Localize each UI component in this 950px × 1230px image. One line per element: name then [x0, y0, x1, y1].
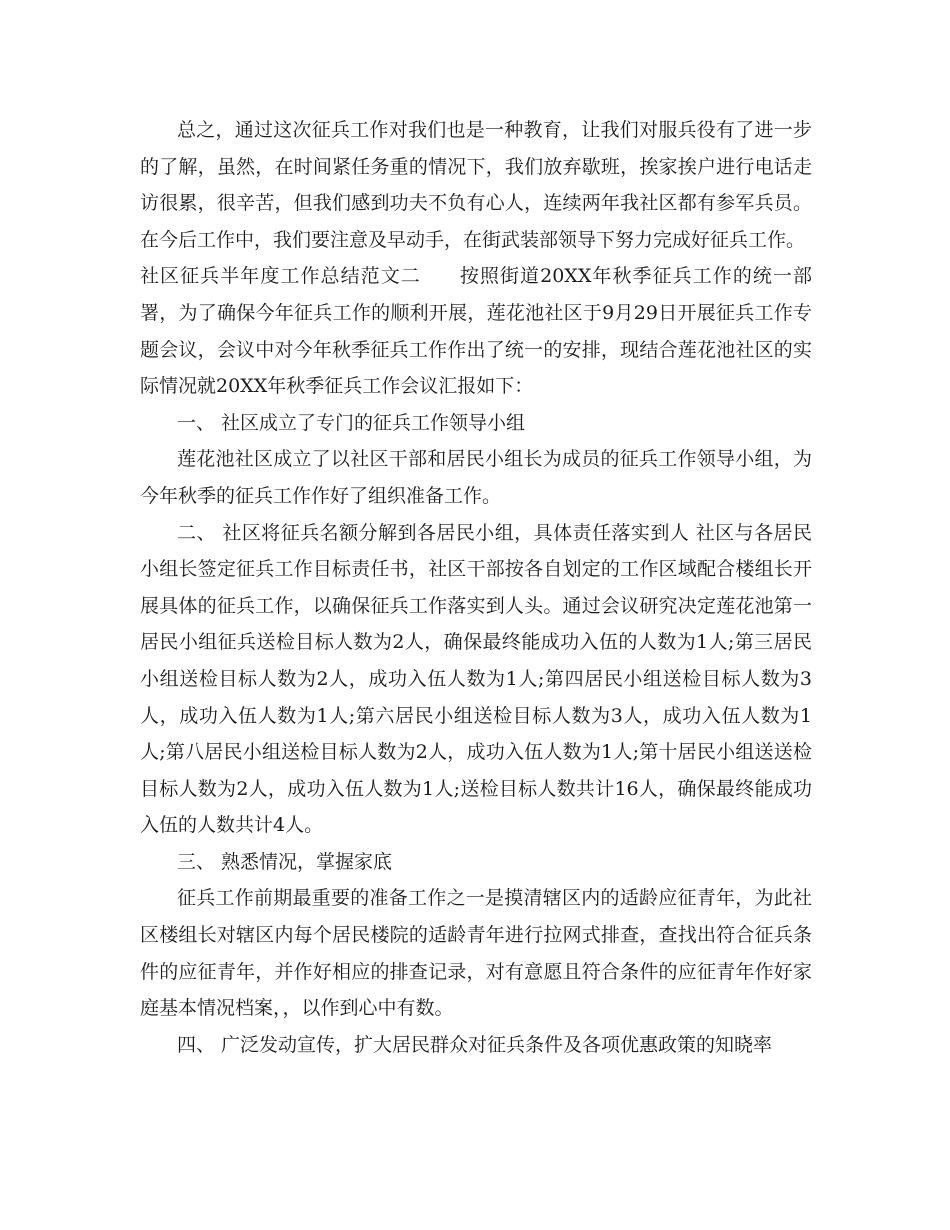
section-intro-text: 按照街道20XX年秋季征兵工作的统一部署，为了确保今年征兵工作的顺利开展，莲花池社区于9月29日开展征兵工作专题会议，会议中对今年秋季征兵工作作出了统一的安排，现结合莲花池社区的实际情况就20XX年秋季征兵工作会议汇报如下： [140, 265, 812, 398]
paragraph-conclusion: 总之，通过这次征兵工作对我们也是一种教育，让我们对服兵役有了进一步的了解，虽然，在时间紧任务重的情况下，我们放弃歇班，挨家挨户进行电话走访很累，很辛苦，但我们感到功夫不负有心人，连续两年我社区都有参军兵员。在今后工作中，我们要注意及早动手，在街武装部领导下努力完成好征兵工作。 [140, 119, 812, 251]
item-3-heading: 三、 熟悉情况，掌握家底 [177, 850, 393, 873]
item-1-body: 莲花池社区成立了以社区干部和居民小组长为成员的征兵工作领导小组，为今年秋季的征兵工作作好了组织准备工作。 [140, 448, 812, 507]
document-body [140, 112, 812, 1063]
item-1-heading: 一、 社区成立了专门的征兵工作领导小组 [177, 411, 526, 434]
item-3-body: 征兵工作前期最重要的准备工作之一是摸清辖区内的适龄应征青年，为此社区楼组长对辖区内每个居民楼院的适龄青年进行拉网式排查，查找出符合征兵条件的应征青年，并作好相应的排查记录，对有意愿且符合条件的应征青年作好家庭基本情况档案，，以作到心中有数。 [140, 887, 812, 1020]
section-intro-paragraph [140, 258, 812, 404]
item-4-heading: 四、 广泛发动宣传，扩大居民群众对征兵条件及各项优惠政策的知晓率 [177, 1033, 773, 1056]
section-title: 社区征兵半年度工作总结范文二 [140, 265, 421, 288]
item-2-body: 二、 社区将征兵名额分解到各居民小组，具体责任落实到人 社区与各居民小组长签定征兵工作目标责任书，社区干部按各自划定的工作区域配合楼组长开展具体的征兵工作，以确保征兵工作落实到人头。通过会议研究决定莲花池第一居民小组征兵送检目标人数为2人，确保最终能成功入伍的人数为1人;第三居民小组送检目标人数为2人，成功入伍人数为1人;第四居民小组送检目标人数为3人，成功入伍人数为1人;第六居民小组送检目标人数为3人，成功入伍人数为1人;第八居民小组送检目标人数为2人，成功入伍人数为1人;第十居民小组送送检目标人数为2人，成功入伍人数为1人;送检目标人数共计16人，确保最终能成功入伍的人数共计4人。 [140, 521, 812, 837]
